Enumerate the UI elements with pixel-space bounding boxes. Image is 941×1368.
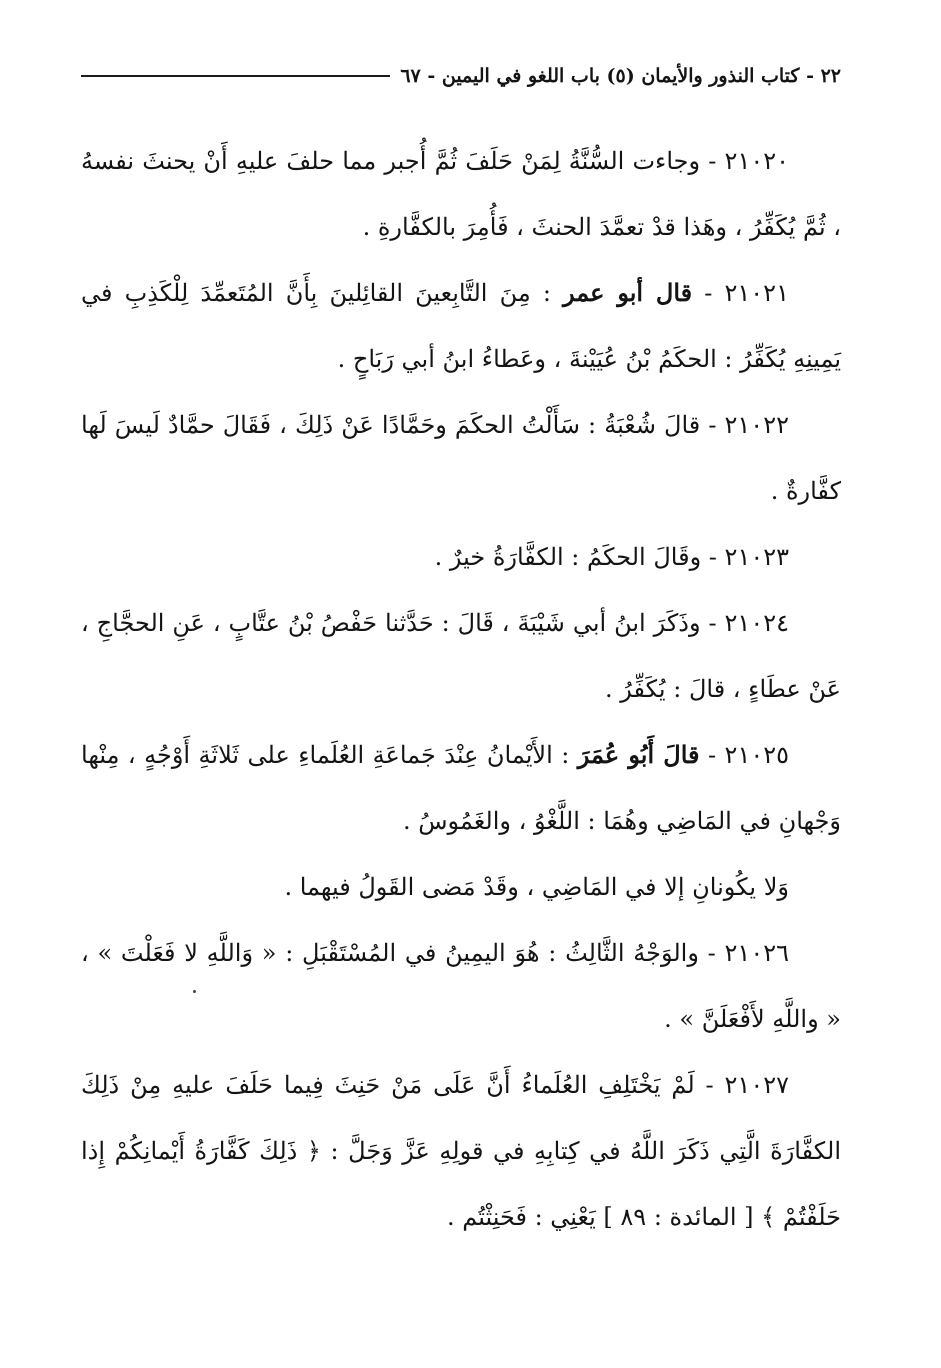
paragraph-21022 — [81, 392, 841, 524]
paragraph-text: والوَجْهُ الثَّالِثُ : هُوَ اليمِينُ في المُسْتَقْبَلِ : « وَاللَّهِ لا فَعَلْتَ » ، « واللَّهِ لأَفْعَلَنَّ » . — [81, 939, 841, 1033]
paragraph-number: ٢١٠٢٢ - — [708, 411, 789, 439]
paragraph-number: ٢١٠٢٤ - — [708, 609, 789, 637]
paragraph-21020 — [81, 128, 841, 260]
header-title: ٢٢ - كتاب النذور والأيمان (٥) باب اللغو في اليمين - ٦٧ — [400, 65, 841, 87]
paragraph-text: وَلا يكُونانِ إلا في المَاضِي ، وقَدْ مَضى القَولُ فيهما . — [284, 873, 789, 901]
paragraph-number: ٢١٠٢٦ - — [707, 939, 789, 967]
paragraph-number: ٢١٠٢٥ - — [707, 741, 789, 769]
paragraph-number: ٢١٠٢٧ - — [705, 1071, 789, 1099]
paragraph-text: وجاءت السُّنَّةُ لِمَنْ حَلَفَ ثُمَّ أُجبر مما حلفَ عليهِ أَنْ يحنثَ نفسهُ ، ثُمَّ يُكَفِّرُ ، وهَذا قدْ تعمَّدَ الحنثَ ، فَأُمِرَ بالكفَّارةِ . — [81, 147, 841, 241]
paragraph-continuation — [81, 854, 841, 920]
paragraph-text: لَمْ يَخْتَلِفِ العُلَماءُ أَنَّ عَلَى مَنْ حَنِثَ فِيما حَلَفَ عليهِ مِنْ ذَلِكَ الكفَّارَةَ الَّتِي ذَكَرَ اللَّهُ في كِتابِهِ في قولِهِ عَزَّ وَجَلَّ : ﴿ ذَلِكَ كَفَّارَةُ أَيْمانِكُمْ إِذا حَلَفْتُمْ ﴾ [ المائدة : ٨٩ ] يَعْنِي : فَحَنِثْتُم . — [81, 1071, 841, 1231]
paragraph-text: وذَكَرَ ابنُ أبي شَيْبَةَ ، قَالَ : حَدَّثنا حَفْصُ بْنُ عتَّابٍ ، عَنِ الحجَّاجِ ، عَنْ عطَاءٍ ، قالَ : يُكَفِّرُ . — [81, 609, 841, 703]
paragraph-text: : الأَيْمانُ عِنْدَ جَماعَةِ العُلَماءِ على ثَلاثَةِ أَوْجُهٍ ، مِنْها وَجْهانِ في المَاضِي وهُمَا : اللَّغْوُ ، والغَمُوسُ . — [81, 741, 841, 835]
paragraph-text: وقَالَ الحكَمُ : الكفَّارَةُ خيرٌ . — [434, 543, 702, 571]
paragraph-21023 — [81, 524, 841, 590]
paragraph-text: : مِنَ التَّابِعينَ القائِلينَ بِأَنَّ المُتَعمِّدَ لِلْكَذِبِ في يَمِينِهِ يُكَفِّرُ : الحكَمُ بْنُ عُيَيْنةَ ، وعَطاءُ ابنُ أبي رَبَاحٍ . — [81, 279, 841, 373]
running-header — [81, 56, 841, 96]
header-rule — [81, 75, 390, 77]
speaker-label: قالَ أَبُو عُمَرَ — [577, 740, 700, 769]
body-text — [81, 128, 841, 1250]
scan-speck — [193, 990, 196, 993]
speaker-label: قال أبو عمر — [563, 278, 693, 307]
paragraph-text: قالَ شُعْبَةُ : سَأَلْتُ الحكَمَ وحَمَّادًا عَنْ ذَلِكَ ، فَقَالَ حمَّادٌ لَيسَ لَها كفَّارةٌ . — [81, 411, 841, 505]
paragraph-number: ٢١٠٢٣ - — [708, 543, 789, 571]
paragraph-number: ٢١٠٢١ - — [704, 279, 789, 307]
paragraph-21025 — [81, 722, 841, 854]
paragraph-21021 — [81, 260, 841, 392]
paragraph-21026 — [81, 920, 841, 1052]
paragraph-number: ٢١٠٢٠ - — [708, 147, 789, 175]
paragraph-21027 — [81, 1052, 841, 1250]
paragraph-21024 — [81, 590, 841, 722]
